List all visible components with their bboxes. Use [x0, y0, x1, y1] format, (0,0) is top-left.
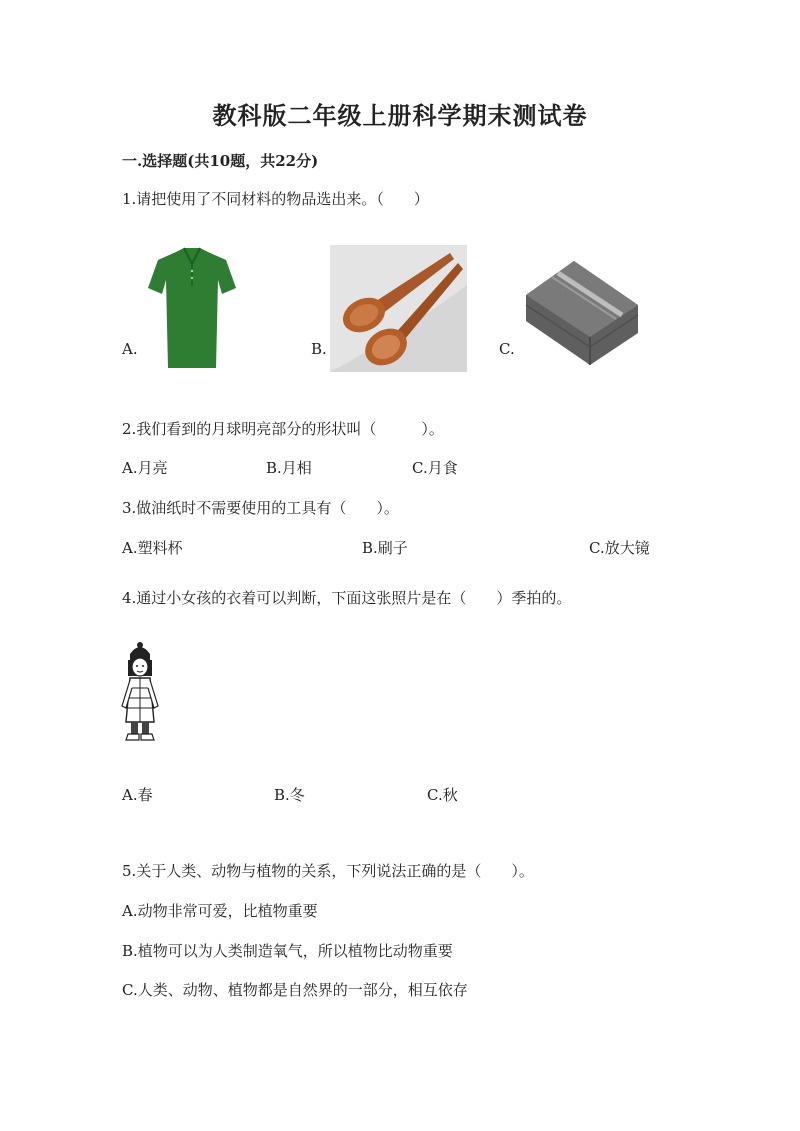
q2-option-c: C.月食: [412, 459, 458, 477]
q2-option-a: A.月亮: [122, 459, 168, 477]
q5-option-b: B.植物可以为人类制造氧气，所以植物比动物重要: [122, 942, 453, 960]
girl-in-winter-coat-icon: [120, 640, 160, 742]
q4-option-b: B.冬: [274, 786, 305, 804]
question-1: 1.请把使用了不同材料的物品选出来。（ ）: [122, 190, 429, 208]
q2-option-b: B.月相: [266, 459, 312, 477]
q3-option-a: A.塑料杯: [122, 539, 183, 557]
q3-option-c: C.放大镜: [589, 539, 650, 557]
q1-option-b-label: B.: [311, 340, 327, 358]
question-2: 2.我们看到的月球明亮部分的形状叫（ ）。: [122, 420, 444, 438]
q4-option-c: C.秋: [427, 786, 458, 804]
question-4: 4.通过小女孩的衣着可以判断，下面这张照片是在（ ）季拍的。: [122, 589, 572, 607]
question-3: 3.做油纸时不需要使用的工具有（ ）。: [122, 499, 399, 517]
wooden-spoons-icon: [330, 245, 467, 372]
green-polo-shirt-icon: [146, 246, 238, 372]
q3-option-b: B.刷子: [362, 539, 408, 557]
q5-option-a: A.动物非常可爱，比植物重要: [122, 902, 318, 920]
page-title: 教科版二年级上册科学期末测试卷: [212, 101, 588, 130]
q5-option-c: C.人类、动物、植物都是自然界的一部分，相互依存: [122, 981, 468, 999]
section-heading: 一.选择题(共10题，共22分): [122, 152, 319, 170]
q4-option-a: A.春: [122, 786, 153, 804]
q1-option-c-label: C.: [499, 340, 515, 358]
question-5: 5.关于人类、动物与植物的关系，下列说法正确的是（ ）。: [122, 862, 534, 880]
q1-option-a-label: A.: [122, 340, 138, 358]
gray-folded-towel-icon: [520, 255, 642, 367]
